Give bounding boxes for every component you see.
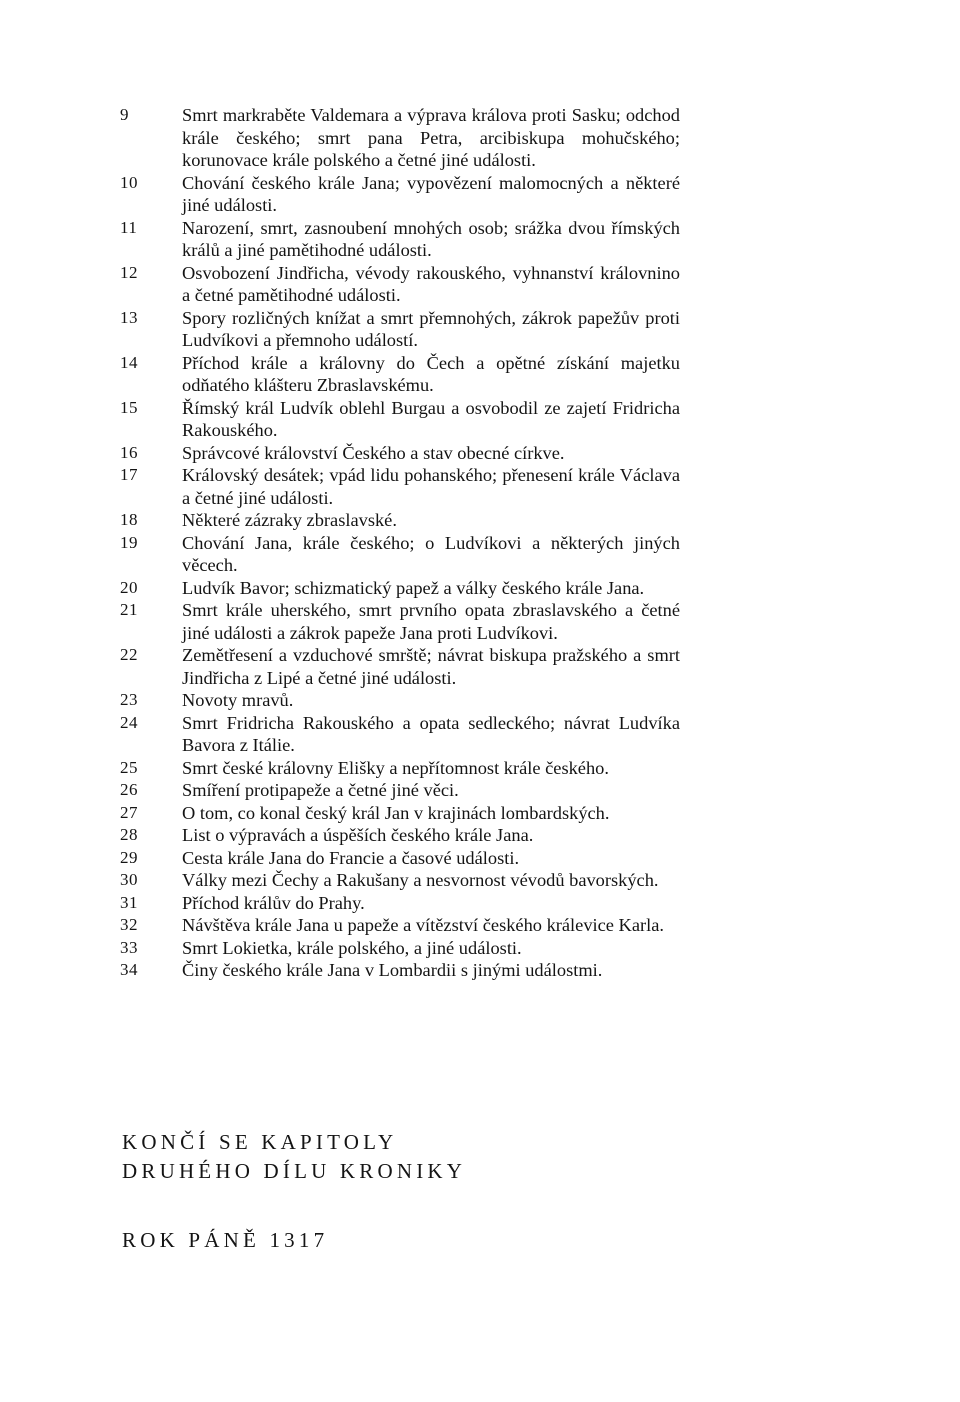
chapter-entry [120,892,680,915]
chapter-entry [120,442,680,465]
chapter-number: 14 [120,352,138,372]
chapter-number: 22 [120,645,138,664]
chapter-entry [120,104,680,172]
chapter-number: 20 [120,577,138,597]
chapter-number: 9 [120,105,129,124]
chapter-number: 10 [120,172,138,192]
chapter-number: 16 [120,442,138,462]
chapter-number: 27 [120,802,138,822]
chapter-entry [120,352,680,397]
closing-heading [122,1128,466,1186]
chapter-entry [120,644,680,689]
chapter-title: Některé zázraky zbraslavské. [182,510,397,530]
year-heading: ROK PÁNĚ 1317 [122,1228,329,1252]
chapter-number: 23 [120,690,138,709]
chapter-title: Smrt markraběte Valdemara a výprava králova proti Sasku; odchod krále českého; smrt pana Petra, arcibiskupa mohučského; korunovace krále polského a četné jiné události. [182,105,680,170]
chapter-title: List o výpravách a úspěších českého krále Jana. [182,825,534,845]
chapter-number: 29 [120,847,138,867]
closing-line-1: KONČÍ SE KAPITOLY [122,1130,398,1154]
closing-line-2: DRUHÉHO DÍLU KRONIKY [122,1159,467,1183]
chapter-entry [120,532,680,577]
chapter-entry [120,802,680,825]
chapter-title: Zemětřesení a vzduchové smrště; návrat biskupa pražského a smrt Jindřicha z Lipé a četné jiné události. [182,645,680,688]
chapter-number: 13 [120,307,138,327]
chapter-entry [120,824,680,847]
chapter-entry [120,172,680,217]
chapter-title: Smrt Lokietka, krále polského, a jiné události. [182,937,522,958]
chapter-entry [120,689,680,712]
chapter-number: 21 [120,600,138,619]
chapter-entry [120,217,680,262]
chapter-number: 30 [120,870,138,889]
chapter-entry [120,914,680,937]
chapter-entry [120,599,680,644]
chapter-entry [120,397,680,442]
chapter-entry [120,869,680,892]
chapter-entry [120,307,680,352]
chapter-title: Královský desátek; vpád lidu pohanského; přenesení krále Václava a četné jiné události. [182,465,680,508]
chapter-number: 25 [120,757,138,777]
chapter-number: 11 [120,217,138,237]
chapter-title: Činy českého krále Jana v Lombardii s jinými událostmi. [182,960,603,980]
chapter-title: Příchod krále a královny do Čech a opětné získání majetku odňatého klášteru Zbraslavskému. [182,352,680,395]
chapter-entry [120,577,680,600]
chapter-title: Chování českého krále Jana; vypovězení malomocných a některé jiné události. [182,172,680,215]
chapter-entry [120,959,680,982]
chapter-title: Smíření protipapeže a četné jiné věci. [182,780,459,800]
chapter-number: 32 [120,915,138,934]
chapter-title: Novoty mravů. [182,690,294,710]
chapter-number: 19 [120,532,138,552]
chapter-title: Návštěva krále Jana u papeže a vítězství českého králevice Karla. [182,915,664,935]
chapter-entry [120,464,680,509]
chapter-number: 34 [120,960,138,979]
chapter-title: Smrt krále uherského, smrt prvního opata zbraslavského a četné jiné události a zákrok papeže Jana proti Ludvíkovi. [182,600,680,643]
chapter-number: 15 [120,397,138,417]
chapter-title: Příchod králův do Prahy. [182,892,365,913]
chapter-number: 33 [120,937,138,957]
chapter-list [120,104,680,982]
chapter-number: 28 [120,825,138,844]
chapter-entry [120,757,680,780]
chapter-entry [120,847,680,870]
chapter-entry [120,779,680,802]
chapter-entry [120,262,680,307]
chapter-entry [120,712,680,757]
chapter-title: Spory rozličných knížat a smrt přemnohých, zákrok papežův proti Ludvíkovi a přemnoho událostí. [182,307,680,350]
chapter-title: O tom, co konal český král Jan v krajinách lombardských. [182,802,610,823]
chapter-title: Narození, smrt, zasnoubení mnohých osob; srážka dvou římských králů a jiné pamětihodné události. [182,217,680,260]
chapter-entry [120,509,680,532]
chapter-title: Ludvík Bavor; schizmatický papež a války českého krále Jana. [182,577,645,598]
chapter-number: 18 [120,510,138,529]
chapter-title: Cesta krále Jana do Francie a časové události. [182,847,520,868]
chapter-title: Smrt české královny Elišky a nepřítomnost krále českého. [182,757,609,778]
chapter-number: 31 [120,892,138,912]
chapter-title: Smrt Fridricha Rakouského a opata sedleckého; návrat Ludvíka Bavora z Itálie. [182,712,680,755]
chapter-title: Římský král Ludvík oblehl Burgau a osvobodil ze zajetí Fridricha Rakouského. [182,397,680,440]
chapter-title: Chování Jana, krále českého; o Ludvíkovi a některých jiných věcech. [182,532,680,575]
chapter-title: Války mezi Čechy a Rakušany a nesvornost vévodů bavorských. [182,870,659,890]
chapter-number: 17 [120,465,138,484]
chapter-number: 26 [120,780,138,799]
chapter-title: Osvobození Jindřicha, vévody rakouského, vyhnanství královnino a četné pamětihodné události. [182,262,680,305]
chapter-entry [120,937,680,960]
chapter-number: 24 [120,712,138,732]
chapter-number: 12 [120,262,138,282]
chapter-title: Správcové království Českého a stav obecné církve. [182,442,565,463]
